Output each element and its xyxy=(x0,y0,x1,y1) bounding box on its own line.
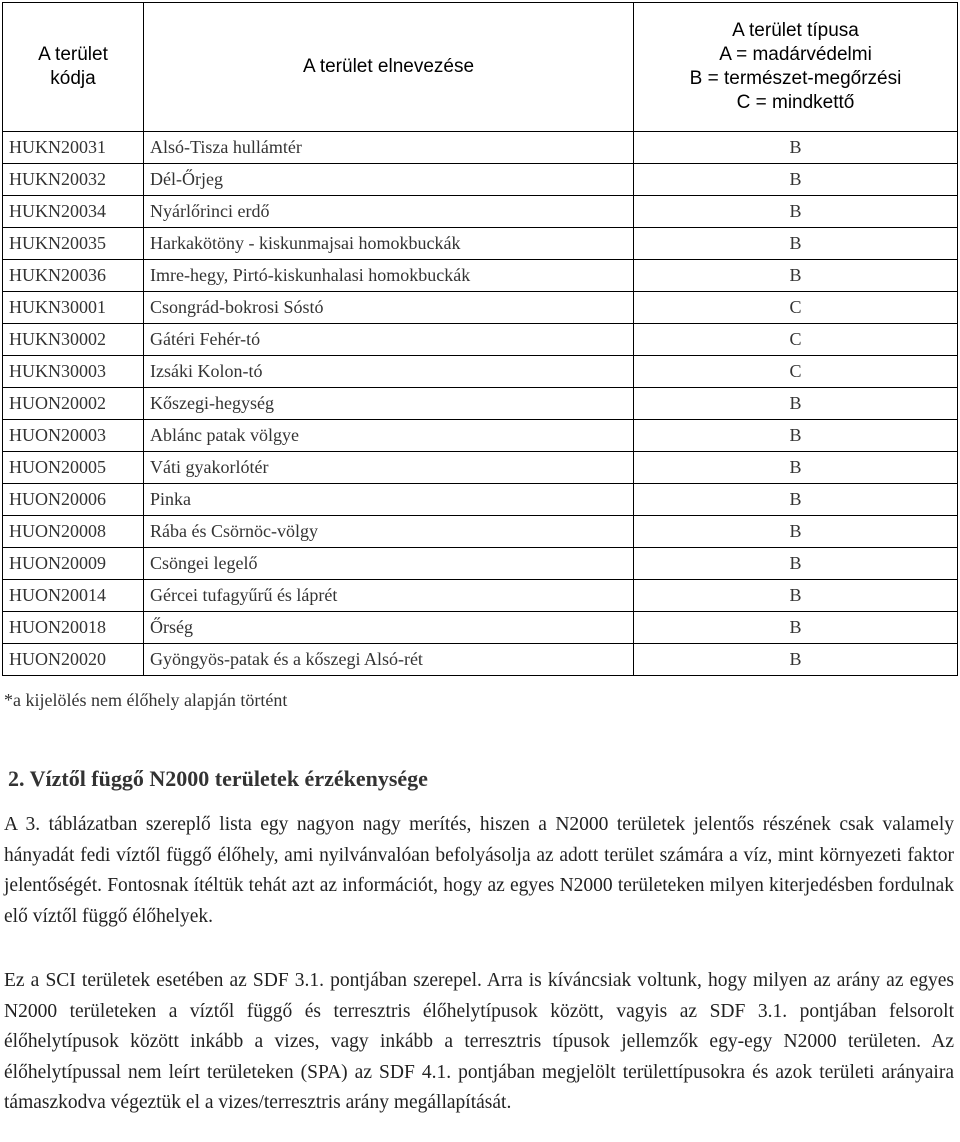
site-type-cell: B xyxy=(634,516,958,548)
site-name-cell: Ablánc patak völgye xyxy=(144,420,634,452)
table-row xyxy=(3,260,958,292)
header-name-line: A terület elnevezése xyxy=(302,56,475,77)
site-name-cell: Izsáki Kolon-tó xyxy=(144,356,634,388)
site-code-cell: HUON20018 xyxy=(3,612,144,644)
site-type-cell: B xyxy=(634,388,958,420)
site-type-cell: B xyxy=(634,644,958,676)
site-name-cell: Kőszegi-hegység xyxy=(144,388,634,420)
table-row xyxy=(3,132,958,164)
site-type-cell: B xyxy=(634,228,958,260)
site-code-cell: HUON20003 xyxy=(3,420,144,452)
site-type-cell: C xyxy=(634,292,958,324)
site-name-cell: Őrség xyxy=(144,612,634,644)
table-row xyxy=(3,452,958,484)
table-row xyxy=(3,644,958,676)
site-type-cell: B xyxy=(634,484,958,516)
header-site-type xyxy=(634,3,958,132)
site-name-cell: Csöngei legelő xyxy=(144,548,634,580)
site-code-cell: HUON20002 xyxy=(3,388,144,420)
header-code-line: A terület xyxy=(38,44,108,65)
table-row xyxy=(3,516,958,548)
site-name-cell: Rába és Csörnöc-völgy xyxy=(144,516,634,548)
site-code-cell: HUON20008 xyxy=(3,516,144,548)
site-code-cell: HUKN30001 xyxy=(3,292,144,324)
site-type-cell: C xyxy=(634,356,958,388)
site-type-cell: C xyxy=(634,324,958,356)
site-code-cell: HUON20009 xyxy=(3,548,144,580)
site-type-cell: B xyxy=(634,580,958,612)
site-name-cell: Váti gyakorlótér xyxy=(144,452,634,484)
header-code-line: kódja xyxy=(50,68,96,89)
site-code-cell: HUKN20031 xyxy=(3,132,144,164)
site-code-cell: HUON20006 xyxy=(3,484,144,516)
sites-table xyxy=(2,2,958,676)
site-name-cell: Harkakötöny - kiskunmajsai homokbuckák xyxy=(144,228,634,260)
table-row xyxy=(3,612,958,644)
site-code-cell: HUKN20034 xyxy=(3,196,144,228)
table-row xyxy=(3,228,958,260)
table-row xyxy=(3,196,958,228)
table-body xyxy=(3,132,958,676)
site-name-cell: Pinka xyxy=(144,484,634,516)
site-type-cell: B xyxy=(634,260,958,292)
site-code-cell: HUON20005 xyxy=(3,452,144,484)
site-code-cell: HUKN20035 xyxy=(3,228,144,260)
site-code-cell: HUON20014 xyxy=(3,580,144,612)
table-row xyxy=(3,388,958,420)
site-name-cell: Gyöngyös-patak és a kőszegi Alsó-rét xyxy=(144,644,634,676)
site-type-cell: B xyxy=(634,420,958,452)
site-code-cell: HUKN20032 xyxy=(3,164,144,196)
site-name-cell: Csongrád-bokrosi Sóstó xyxy=(144,292,634,324)
table-row xyxy=(3,484,958,516)
site-type-cell: B xyxy=(634,164,958,196)
table-row xyxy=(3,580,958,612)
table-row xyxy=(3,356,958,388)
site-name-cell: Gércei tufagyűrű és láprét xyxy=(144,580,634,612)
site-type-cell: B xyxy=(634,452,958,484)
table-row xyxy=(3,164,958,196)
table-footnote: *a kijelölés nem élőhely alapján történt xyxy=(4,690,288,710)
site-name-cell: Dél-Őrjeg xyxy=(144,164,634,196)
site-code-cell: HUKN30002 xyxy=(3,324,144,356)
site-type-cell: B xyxy=(634,612,958,644)
site-type-cell: B xyxy=(634,548,958,580)
site-code-cell: HUKN30003 xyxy=(3,356,144,388)
header-site-code xyxy=(3,3,144,132)
header-type-line: C = mindkettő xyxy=(736,92,855,113)
paragraph: Ez a SCI területek esetében az SDF 3.1. pontjában szerepel. Arra is kíváncsiak voltunk, hogy milyen az arány az egyes N2000 területeken a víztől függő és terresztris élőhelytípusok között, vagyis az SDF 3.1. pontjában felsorolt élőhelytípusok között inkább a vizes, vagy inkább a terresztris típusok jellemzők egy-egy N2000 területen. Az élőhelytípussal nem leírt területeken (SPA) az SDF 4.1. pontjában megjelölt területtípusokra és azok területi arányaira támaszkodva végeztük el a vizes/terresztris arány megállapítását. xyxy=(4,970,954,1114)
header-type-line: A terület típusa xyxy=(732,20,859,41)
header-type-line: A = madárvédelmi xyxy=(719,44,872,65)
paragraph: A 3. táblázatban szereplő lista egy nagyon nagy merítés, hiszen a N2000 területek jelentős részének csak valamely hányadát fedi víztől függő élőhely, ami nyilvánvalóan befolyásolja az adott terület számára a víz, mint környezeti faktor jelentőségét. Fontosnak ítéltük tehát azt az információt, hogy az egyes N2000 területeken milyen kiterjedésben fordulnak elő víztől függő élőhelyek. xyxy=(4,814,954,927)
site-type-cell: B xyxy=(634,196,958,228)
table-header-row xyxy=(3,3,958,132)
site-type-cell: B xyxy=(634,132,958,164)
section-heading: 2. Víztől függő N2000 területek érzékenysége xyxy=(8,766,428,791)
site-name-cell: Nyárlőrinci erdő xyxy=(144,196,634,228)
site-code-cell: HUKN20036 xyxy=(3,260,144,292)
site-name-cell: Imre-hegy, Pirtó-kiskunhalasi homokbuckák xyxy=(144,260,634,292)
table-row xyxy=(3,292,958,324)
site-name-cell: Alsó-Tisza hullámtér xyxy=(144,132,634,164)
site-code-cell: HUON20020 xyxy=(3,644,144,676)
table-row xyxy=(3,420,958,452)
table-row xyxy=(3,324,958,356)
header-type-line: B = természet-megőrzési xyxy=(689,68,902,89)
table-row xyxy=(3,548,958,580)
site-name-cell: Gátéri Fehér-tó xyxy=(144,324,634,356)
header-site-name xyxy=(144,3,634,132)
